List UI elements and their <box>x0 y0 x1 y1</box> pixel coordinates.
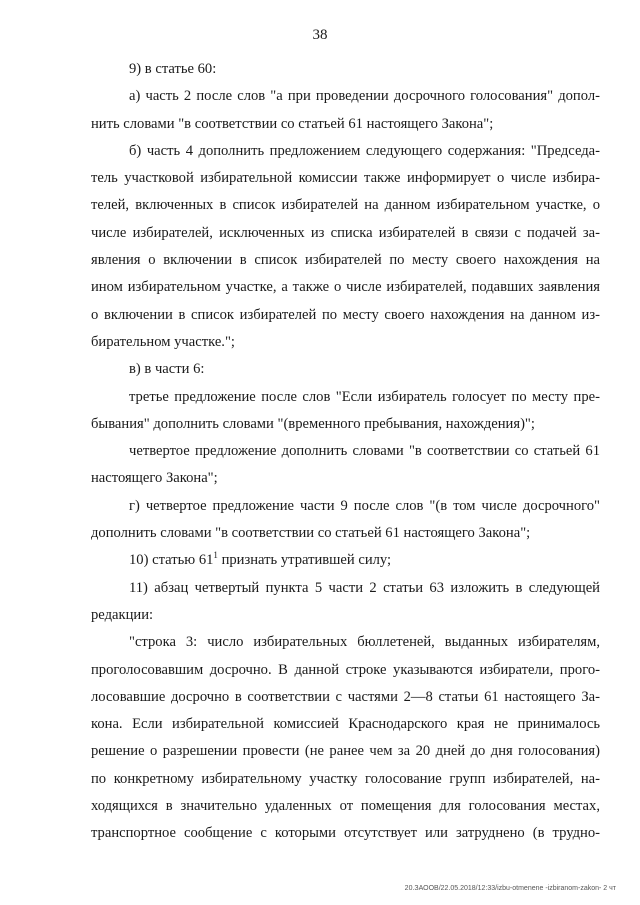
text-line-content: по конкретному избирательному участку голосование групп избирателей, на- <box>91 770 600 787</box>
text-line <box>91 192 600 219</box>
text-line <box>91 629 600 656</box>
text-line-content: ином избирательном участке, а также о числе избирателей, подавших заявления <box>91 279 600 296</box>
text-line-content: явления о включении в список избирателей по месту своего нахождения на <box>91 252 600 269</box>
text-line-content: телей, включенных в список избирателей на данном избирательном участке, о <box>91 197 600 214</box>
text-line-content: дополнить словами "в соответствии со статьей 61 настоящего Закона"; <box>91 525 531 542</box>
text-line <box>91 247 600 274</box>
text-line <box>91 138 600 165</box>
text-line-content: транспортное сообщение с которыми отсутствует или затруднено (в трудно- <box>91 825 600 842</box>
text-line-content: проголосовавшим досрочно. В данной строке указываются избиратели, прого- <box>91 661 600 678</box>
text-line-content: третье предложение после слов "Если избиратель голосует по месту пре- <box>129 388 600 405</box>
text-line-content: а) часть 2 после слов "а при проведении досрочного голосования" допол- <box>129 88 600 105</box>
text-line-continuation: признать утратившей силу; <box>217 552 392 569</box>
text-line-content: четвертое предложение дополнить словами "в соответствии со статьей 61 <box>129 443 600 460</box>
text-line-content: нить словами "в соответствии со статьей 61 настоящего Закона"; <box>91 115 494 132</box>
text-line <box>91 547 600 574</box>
text-line-content: тель участковой избирательной комиссии также информирует о числе избира- <box>91 170 600 187</box>
text-line-content: 10) статью 61 <box>129 552 214 569</box>
text-line-content: решение о разрешении провести (не ранее чем за 20 дней до дня голосования) <box>91 743 600 760</box>
text-line-content: 9) в статье 60: <box>129 61 217 77</box>
text-line <box>91 329 600 356</box>
text-line <box>91 684 600 711</box>
text-line-content: редакции: <box>91 606 154 623</box>
text-line <box>91 83 600 110</box>
text-line <box>91 575 600 602</box>
page-number: 38 <box>312 27 328 43</box>
text-line-content: настоящего Закона"; <box>91 470 218 487</box>
text-line-content: "строка 3: число избирательных бюллетеней, выданных избирателям, <box>129 634 600 651</box>
text-line <box>91 602 600 629</box>
text-line <box>91 356 600 383</box>
text-line <box>91 766 600 793</box>
text-line <box>91 793 600 820</box>
text-line <box>91 111 600 138</box>
text-line <box>91 738 600 765</box>
text-line-content: г) четвертое предложение части 9 после слов "(в том числе досрочного" <box>129 497 600 514</box>
document-body <box>91 56 600 848</box>
text-line <box>91 493 600 520</box>
text-line-content: лосовавшие досрочно в соответствии с частями 2—8 статьи 61 настоящего За- <box>91 688 600 705</box>
text-line <box>91 56 600 83</box>
text-line-content: в) в части 6: <box>129 361 205 378</box>
text-line <box>91 384 600 411</box>
text-line-content: 11) абзац четвертый пункта 5 части 2 статьи 63 изложить в следующей <box>129 579 600 596</box>
text-line-content: кона. Если избирательной комиссией Краснодарского края не принималось <box>91 716 600 733</box>
text-line-content: о включении в список избирателей по месту своего нахождения на данном из- <box>91 306 600 323</box>
text-line-content: числе избирателей, исключенных из списка избирателей в связи с подачей за- <box>91 224 600 241</box>
text-line <box>91 520 600 547</box>
text-line-content: б) часть 4 дополнить предложением следующего содержания: "Председа- <box>129 142 600 159</box>
text-line <box>91 711 600 738</box>
text-line <box>91 657 600 684</box>
text-line <box>91 220 600 247</box>
text-line-content: ходящихся в значительно удаленных от помещения для голосования местах, <box>91 798 600 815</box>
text-line <box>91 274 600 301</box>
text-line <box>91 820 600 847</box>
text-line <box>91 465 600 492</box>
text-line-content: бывания" дополнить словами "(временного пребывания, нахождения)"; <box>91 415 535 432</box>
text-line-content: бирательном участке."; <box>91 333 235 350</box>
superscript: 1 <box>213 550 218 561</box>
text-line <box>91 438 600 465</box>
footer-stamp: 20.ЗАООВ/22.05.2018/12:33/izbu-otmenene -izbiranom-zakon- 2 чт <box>404 885 616 892</box>
text-line <box>91 165 600 192</box>
text-line <box>91 411 600 438</box>
text-line <box>91 302 600 329</box>
